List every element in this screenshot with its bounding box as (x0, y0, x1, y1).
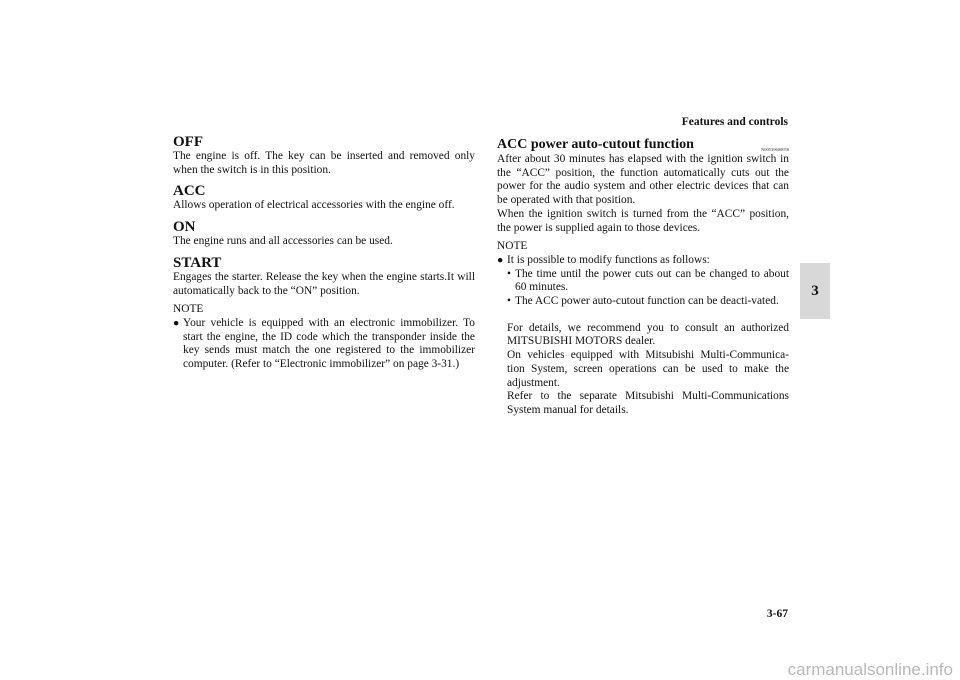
page-header: Features and controls (681, 116, 788, 128)
list-item (507, 295, 789, 309)
note-label: NOTE (173, 303, 204, 316)
list-item (507, 268, 789, 295)
section-code: N00539600058 (761, 147, 789, 152)
list-item-text: The ACC power auto-cutout function can be deacti-vated. (515, 295, 779, 308)
watermark: carmanualsonline.info (787, 660, 953, 679)
dash-icon: • (507, 295, 511, 308)
bullet-icon: ● (173, 317, 180, 329)
acc-heading: ACC (173, 183, 206, 200)
bullet-icon: ● (497, 254, 504, 266)
note-paragraph: For details, we recommend you to consult an authorized MITSUBISHI MOTORS dealer. (507, 321, 789, 348)
dash-icon: • (507, 267, 511, 280)
chapter-tab: 3 (800, 263, 830, 319)
on-text: The engine runs and all accessories can be used. (173, 235, 393, 248)
note-item (497, 254, 789, 268)
paragraph: After about 30 minutes has elapsed with the ignition switch in the “ACC” position, the function automatically cuts out the power for the audio system and other electric devices that can be operated with that position. (497, 153, 789, 207)
start-text: Engages the starter. Release the key when the engine starts.It will automatically back to the “ON” position. (173, 270, 475, 297)
paragraph: When the ignition switch is turned from the “ACC” position, the power is supplied again to those devices. (497, 207, 789, 234)
note-label: NOTE (497, 240, 528, 253)
note-item (173, 317, 475, 372)
note-paragraph: On vehicles equipped with Mitsubishi Multi-Communica-tion System, screen operations can be used to make the adjustment. (507, 349, 789, 389)
left-column (173, 134, 475, 372)
note-text: Your vehicle is equipped with an electronic immobilizer. To start the engine, the ID code which the transponder inside the key sends must match the one registered to the immobilizer computer. (Refer to “Electronic immobilizer” on page 3-31.) (183, 316, 475, 371)
note-paragraph: Refer to the separate Mitsubishi Multi-Communications System manual for details. (507, 390, 789, 416)
note-details (497, 268, 789, 418)
section-title: ACC power auto-cutout function (497, 137, 694, 152)
note-text: It is possible to modify functions as follows: (507, 253, 710, 266)
list-item-text: The time until the power cuts out can be changed to about 60 minutes. (515, 267, 789, 294)
section-heading (497, 137, 789, 153)
off-heading: OFF (173, 134, 203, 150)
page-number: 3-67 (766, 608, 788, 620)
on-heading: ON (173, 219, 196, 236)
off-text: The engine is off. The key can be inserted and removed only when the switch is in this position. (173, 150, 475, 176)
acc-text: Allows operation of electrical accessories with the engine off. (173, 199, 455, 212)
right-column (497, 134, 789, 418)
start-heading: START (173, 254, 222, 271)
